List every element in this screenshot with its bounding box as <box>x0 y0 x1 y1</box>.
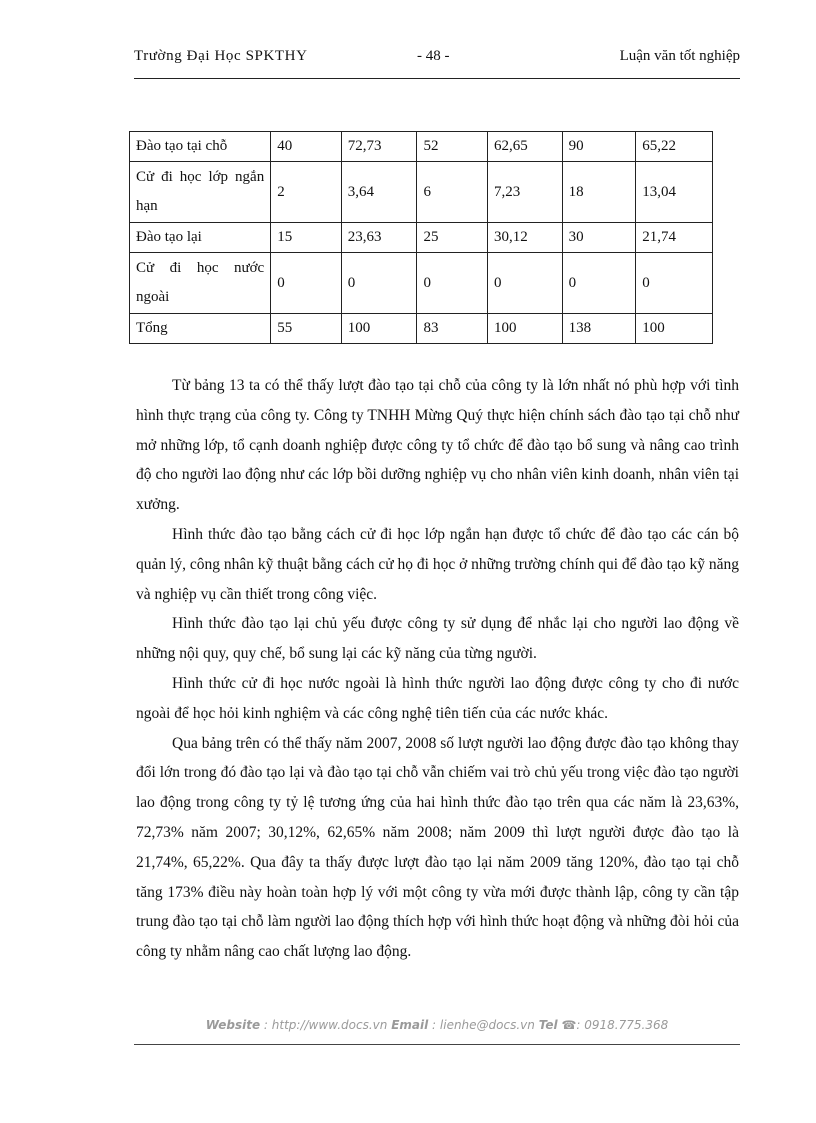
table-cell: 138 <box>562 314 636 344</box>
table-cell: 0 <box>417 253 488 314</box>
row-label: Cử đi học lớp ngắn hạn <box>130 162 271 223</box>
page-number: - 48 - <box>417 48 450 64</box>
table-cell: 100 <box>488 314 563 344</box>
website-link[interactable]: : http://www.docs.vn <box>263 1018 388 1032</box>
table-cell: 65,22 <box>636 132 713 162</box>
row-label: Cử đi học nước ngoài <box>130 253 271 314</box>
email-label: Email <box>391 1018 429 1032</box>
tel-label: Tel <box>538 1018 558 1032</box>
paragraph: Hình thức đào tạo bằng cách cử đi học lớp ngắn hạn được tổ chức để đào tạo các cán bộ quản lý, công nhân kỹ thuật bằng cách cử họ đi học ở những trường chính qui để đào tạo kỹ năng và nghiệp vụ cần thiết trong công việc. <box>136 525 739 603</box>
paragraph: Từ bảng 13 ta có thể thấy lượt đào tạo tại chỗ của công ty là lớn nhất nó phù hợp với tình hình thực trạng của công ty. Công ty TNHH Mừng Quý thực hiện chính sách đào tạo tại chỗ như mở những lớp, tổ cạnh doanh nghiệp được công ty tổ chức để đào tạo bổ sung và nâng cao trình độ cho người lao động như các lớp bồi dưỡng nghiệp vụ cho nhân viên kinh doanh, nhân viên tại xưởng. <box>136 377 739 514</box>
table-row <box>130 223 713 253</box>
table-cell: 3,64 <box>341 162 417 223</box>
paragraph: Qua bảng trên có thể thấy năm 2007, 2008 số lượt người lao động được đào tạo không thay đổi lớn trong đó đào tạo lại và đào tạo tại chỗ vẫn chiếm vai trò chủ yếu trong việc đào tạo người lao động trong công ty tỷ lệ tương ứng của hai hình thức đào tạo trên qua các năm là 23,63%, 72,73% năm 2007; 30,12%, 62,65% năm 2008; năm 2009 thì lượt người được đào tạo là 21,74%, 65,22%. Qua đây ta thấy được lượt đào tạo lại năm 2009 tăng 120%, đào tạo tại chỗ tăng 173% điều này hoàn toàn hợp lý với một công ty vừa mới được thành lập, công ty cần tập trung đào tạo tại chỗ làm người lao động thích hợp với hình thức hoạt động và những đòi hỏi của công ty nhằm nâng cao chất lượng lao động. <box>136 734 739 961</box>
header-title: Luận văn tốt nghiệp <box>619 48 740 64</box>
row-label: Đào tạo tại chỗ <box>130 132 271 162</box>
table-cell: 100 <box>341 314 417 344</box>
header-rule <box>134 78 740 79</box>
table-row <box>130 162 713 223</box>
table-row <box>130 253 713 314</box>
table-cell: 55 <box>271 314 342 344</box>
page-header <box>134 46 740 70</box>
table-cell: 0 <box>341 253 417 314</box>
page-footer <box>134 1018 740 1032</box>
table-cell: 83 <box>417 314 488 344</box>
footer-rule <box>134 1044 740 1045</box>
table-cell: 23,63 <box>341 223 417 253</box>
table-cell: 21,74 <box>636 223 713 253</box>
table-cell: 40 <box>271 132 342 162</box>
table-row <box>130 314 713 344</box>
table-cell: 0 <box>562 253 636 314</box>
table-cell: 0 <box>488 253 563 314</box>
phone-icon: ☎ <box>561 1018 577 1032</box>
table-cell: 30 <box>562 223 636 253</box>
table-cell: 0 <box>271 253 342 314</box>
table-cell: 90 <box>562 132 636 162</box>
row-label: Đào tạo lại <box>130 223 271 253</box>
table-cell: 52 <box>417 132 488 162</box>
table-cell: 100 <box>636 314 713 344</box>
table-cell: 30,12 <box>488 223 563 253</box>
table-cell: 72,73 <box>341 132 417 162</box>
email-link[interactable]: : lienhe@docs.vn <box>432 1018 535 1032</box>
table-cell: 25 <box>417 223 488 253</box>
website-label: Website <box>205 1018 261 1032</box>
tel-value: : 0918.775.368 <box>576 1018 669 1032</box>
table-cell: 6 <box>417 162 488 223</box>
paragraph: Hình thức đào tạo lại chủ yếu được công ty sử dụng để nhắc lại cho người lao động về những nội quy, quy chế, bổ sung lại các kỹ năng của từng người. <box>136 615 739 663</box>
table-cell: 18 <box>562 162 636 223</box>
table-cell: 15 <box>271 223 342 253</box>
table-cell: 62,65 <box>488 132 563 162</box>
table-cell: 0 <box>636 253 713 314</box>
table-row <box>130 132 713 162</box>
table-cell: 7,23 <box>488 162 563 223</box>
header-school: Trường Đại Học SPKTHY <box>134 48 308 64</box>
table-cell: 2 <box>271 162 342 223</box>
row-label: Tổng <box>130 314 271 344</box>
training-table <box>129 131 713 344</box>
paragraph: Hình thức cử đi học nước ngoài là hình thức người lao động được công ty cho đi nước ngoài để học hỏi kinh nghiệm và các công nghệ tiên tiến của các nước khác. <box>136 674 739 722</box>
body-text <box>136 371 739 967</box>
table-cell: 13,04 <box>636 162 713 223</box>
